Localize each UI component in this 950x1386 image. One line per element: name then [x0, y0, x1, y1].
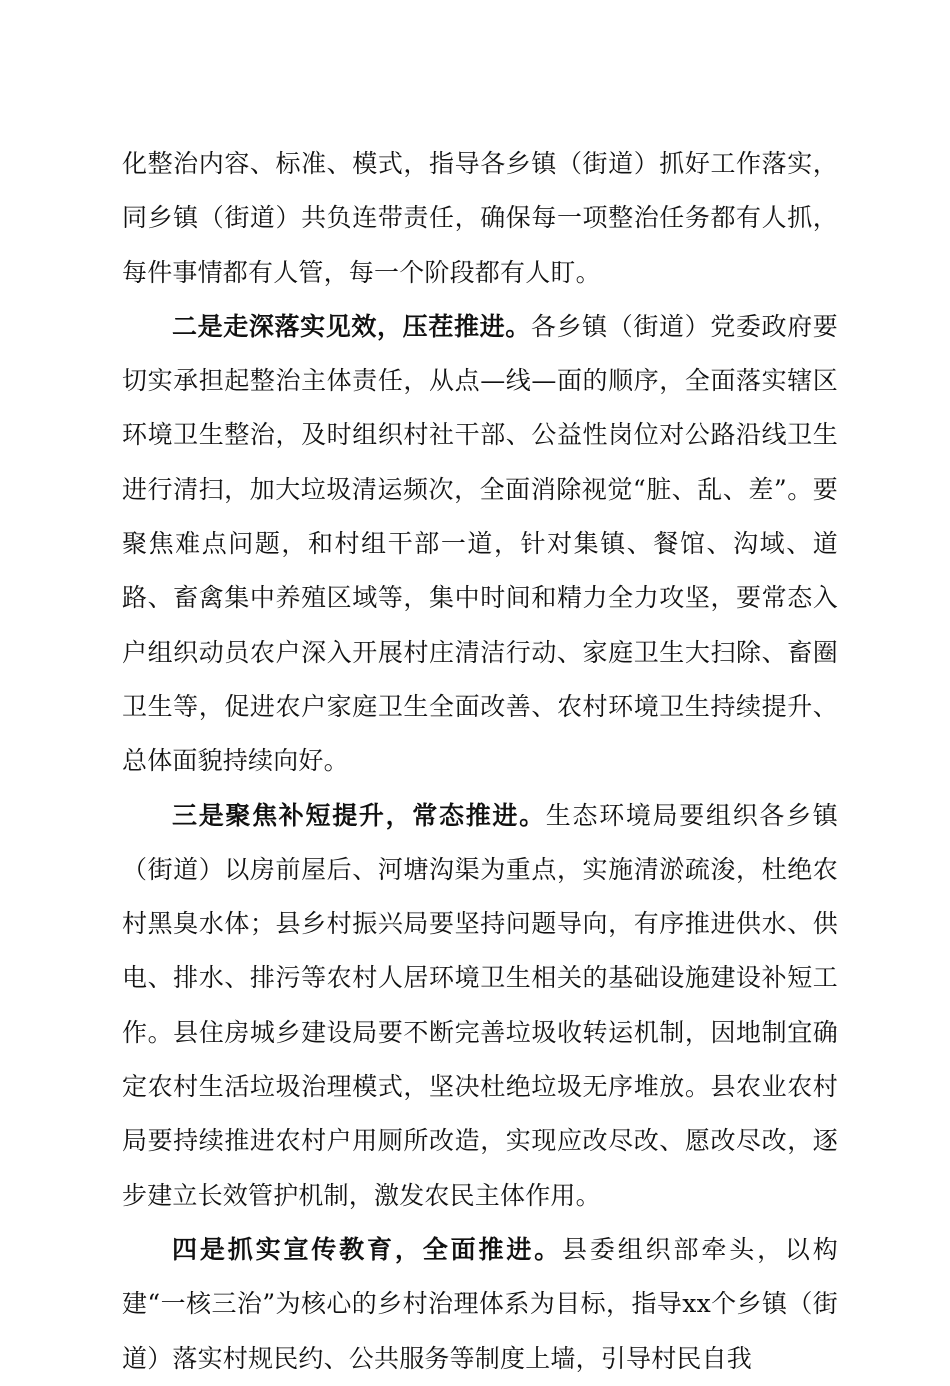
paragraph-lead: 四是抓实宣传教育，全面推进。	[172, 1234, 563, 1264]
paragraph-text: 化整治内容、标准、模式，指导各乡镇（街道）抓好工作落实，同乡镇（街道）共负连带责任，确保每一项整治任务都有人抓，每件事情都有人管，每一个阶段都有人盯。	[122, 149, 838, 287]
paragraph-text: 各乡镇（街道）党委政府要切实承担起整治主体责任，从点—线—面的顺序，全面落实辖区环境卫生整治，及时组织村社干部、公益性岗位对公路沿线卫生进行清扫，加大垃圾清运频次，全面消除视觉“脏、乱、差”。要聚焦难点问题，和村组干部一道，针对集镇、餐馆、沟域、道路、畜禽集中养殖区域等，集中时间和精力全力攻坚，要常态入户组织动员农户深入开展村庄清洁行动、家庭卫生大扫除、畜圈卫生等，促进农户家庭卫生全面改善、农村环境卫生持续提升、总体面貌持续向好。	[122, 311, 838, 776]
paragraph-lead: 二是走深落实见效，压茬推进。	[172, 311, 531, 341]
document-body	[122, 137, 838, 1386]
paragraph-lead: 三是聚焦补短提升，常态推进。	[172, 800, 546, 830]
paragraph-text: 生态环境局要组织各乡镇（街道）以房前屋后、河塘沟渠为重点，实施清淤疏浚，杜绝农村黑臭水体；县乡村振兴局要坚持问题导向，有序推进供水、供电、排水、排污等农村人居环境卫生相关的基础设施建设补短工作。县住房城乡建设局要不断完善垃圾收转运机制，因地制宜确定农村生活垃圾治理模式，坚决杜绝垃圾无序堆放。县农业农村局要持续推进农村户用厕所改造，实现应改尽改、愿改尽改，逐步建立长效管护机制，激发农民主体作用。	[122, 800, 838, 1210]
paragraph-point-three	[122, 789, 838, 1223]
paragraph-text: 县委组织部牵头，以构建“一核三治”为核心的乡村治理体系为目标，指导xx个乡镇（街道）落实村规民约、公共服务等制度上墙，引导村民自我	[122, 1234, 838, 1373]
paragraph-point-four	[122, 1223, 838, 1386]
paragraph-point-two	[122, 300, 838, 789]
paragraph-continued	[122, 137, 838, 300]
